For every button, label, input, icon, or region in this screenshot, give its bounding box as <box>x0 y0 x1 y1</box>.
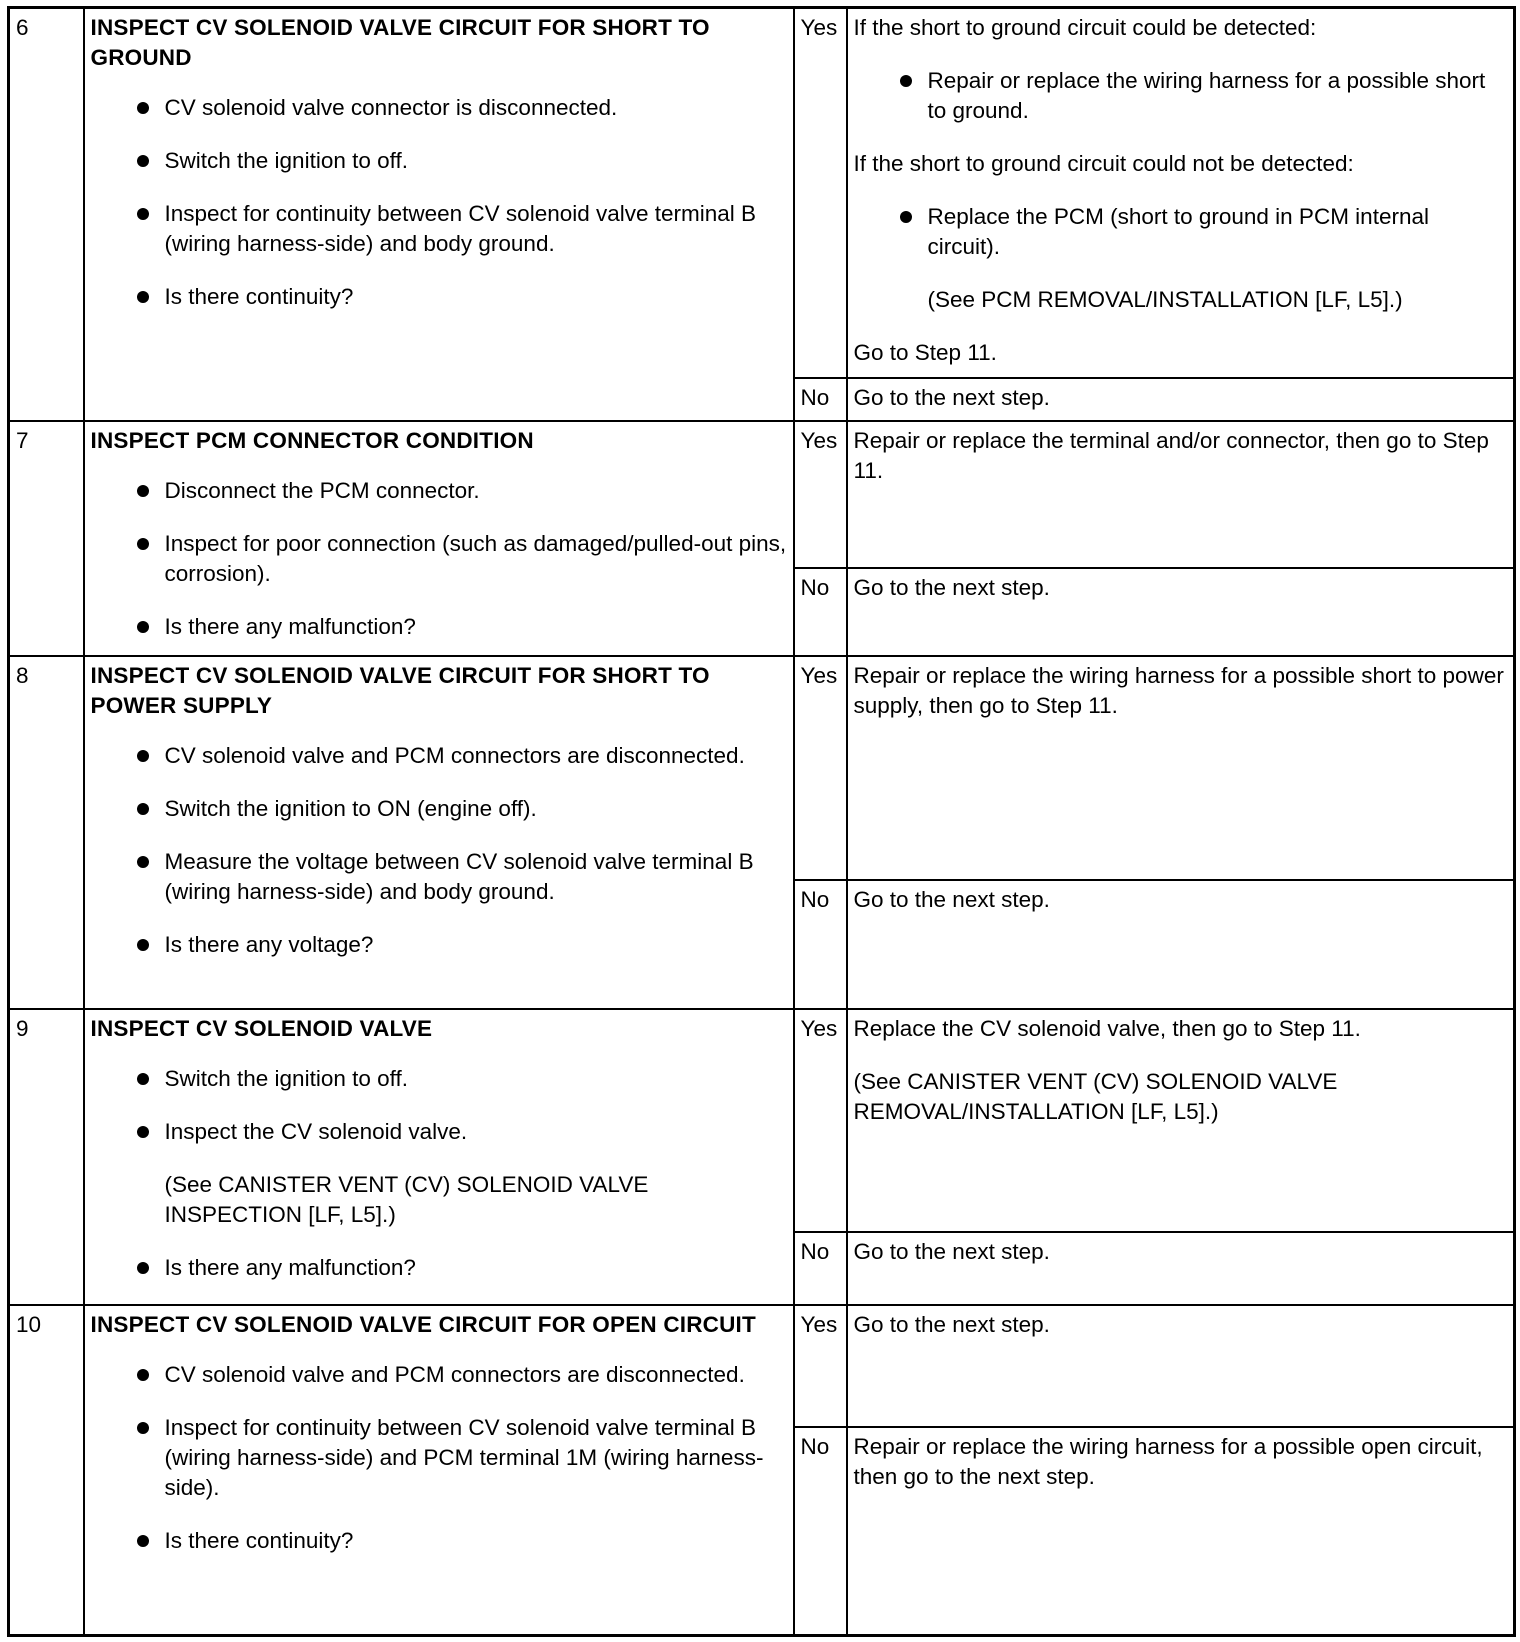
no-action: Go to the next step. <box>847 880 1515 1009</box>
step-bullet: Inspect for continuity between CV solenoid valve terminal B (wiring harness-side) and body ground. <box>91 199 787 259</box>
no-action: Go to the next step. <box>847 568 1515 656</box>
step-8-yes-row <box>9 656 1515 881</box>
yes-action: Repair or replace the wiring harness for a possible short to power supply, then go to Step 11. <box>847 656 1515 881</box>
yes-label: Yes <box>794 1009 847 1232</box>
step-bullet: Switch the ignition to off. <box>91 146 787 176</box>
step-bullet: Inspect for continuity between CV solenoid valve terminal B (wiring harness-side) and PCM terminal 1M (wiring harness-side). <box>91 1413 787 1503</box>
step-bullet: CV solenoid valve connector is disconnected. <box>91 93 787 123</box>
step-title: INSPECT CV SOLENOID VALVE <box>90 1016 433 1042</box>
yes-condition-detected: If the short to ground circuit could be detected: <box>853 15 1317 40</box>
yes-bullet: Repair or replace the wiring harness for a possible short to ground. <box>854 66 1508 126</box>
step-bullet: Inspect the CV solenoid valve. <box>91 1117 787 1147</box>
step-bullet: Switch the ignition to off. <box>91 1064 787 1094</box>
yes-label: Yes <box>794 8 847 379</box>
yes-bullet: Replace the PCM (short to ground in PCM internal circuit). <box>854 202 1508 262</box>
step-reference: (See CANISTER VENT (CV) SOLENOID VALVE INSPECTION [LF, L5].) <box>164 1172 649 1228</box>
step-bullet: Measure the voltage between CV solenoid valve terminal B (wiring harness-side) and body ground. <box>91 847 787 907</box>
yes-goto: Go to Step 11. <box>853 340 997 365</box>
step-procedure <box>84 1009 794 1304</box>
step-bullet: Switch the ignition to ON (engine off). <box>91 794 787 824</box>
step-bullet: Disconnect the PCM connector. <box>91 476 787 506</box>
step-6-yes-row <box>9 8 1515 379</box>
step-procedure <box>84 8 794 421</box>
yes-action: Go to the next step. <box>847 1305 1515 1427</box>
yes-action <box>847 1009 1515 1232</box>
diagnostic-procedure-table <box>7 6 1516 1637</box>
step-10-yes-row <box>9 1305 1515 1427</box>
yes-label: Yes <box>794 1305 847 1427</box>
step-bullet-list <box>91 1360 787 1556</box>
no-label: No <box>794 1427 847 1636</box>
step-bullet: CV solenoid valve and PCM connectors are disconnected. <box>91 1360 787 1390</box>
step-bullet: Is there continuity? <box>91 1526 787 1556</box>
yes-reference: (See CANISTER VENT (CV) SOLENOID VALVE REMOVAL/INSTALLATION [LF, L5].) <box>853 1069 1338 1125</box>
step-bullet: CV solenoid valve and PCM connectors are disconnected. <box>91 741 787 771</box>
no-label: No <box>794 568 847 656</box>
no-label: No <box>794 1232 847 1305</box>
step-number: 8 <box>9 656 84 1010</box>
step-bullet: Is there any voltage? <box>91 930 787 960</box>
yes-bullet-list <box>854 66 1508 126</box>
yes-action: Repair or replace the terminal and/or connector, then go to Step 11. <box>847 421 1515 568</box>
no-action: Go to the next step. <box>847 378 1515 420</box>
yes-label: Yes <box>794 421 847 568</box>
step-title: INSPECT CV SOLENOID VALVE CIRCUIT FOR OPEN CIRCUIT <box>90 1311 756 1337</box>
step-number: 10 <box>9 1305 84 1636</box>
step-procedure <box>84 421 794 656</box>
step-procedure <box>84 656 794 1010</box>
yes-label: Yes <box>794 656 847 881</box>
no-action: Go to the next step. <box>847 1232 1515 1305</box>
no-action: Repair or replace the wiring harness for a possible open circuit, then go to the next step. <box>847 1427 1515 1636</box>
step-bullet: Is there continuity? <box>91 282 787 312</box>
step-title: INSPECT CV SOLENOID VALVE CIRCUIT FOR SHORT TO GROUND <box>90 15 710 70</box>
step-title: INSPECT PCM CONNECTOR CONDITION <box>90 427 534 453</box>
step-bullet: Is there any malfunction? <box>91 1253 787 1283</box>
step-bullet-list <box>91 93 787 312</box>
step-title: INSPECT CV SOLENOID VALVE CIRCUIT FOR SHORT TO POWER SUPPLY <box>90 662 710 718</box>
step-7-yes-row <box>9 421 1515 568</box>
yes-reference: (See PCM REMOVAL/INSTALLATION [LF, L5].) <box>927 287 1403 312</box>
step-procedure <box>84 1305 794 1636</box>
step-number: 9 <box>9 1009 84 1304</box>
step-bullet: Inspect for poor connection (such as damaged/pulled-out pins, corrosion). <box>91 529 787 589</box>
yes-text: Replace the CV solenoid valve, then go to Step 11. <box>853 1016 1361 1042</box>
step-bullet-list <box>91 741 787 960</box>
yes-action <box>847 8 1515 379</box>
no-label: No <box>794 880 847 1009</box>
yes-bullet-list <box>854 202 1508 262</box>
step-9-yes-row <box>9 1009 1515 1232</box>
step-number: 6 <box>9 8 84 421</box>
step-bullet: Is there any malfunction? <box>91 612 787 642</box>
step-bullet-list <box>91 476 787 642</box>
no-label: No <box>794 378 847 420</box>
yes-condition-not-detected: If the short to ground circuit could not be detected: <box>853 151 1354 176</box>
step-bullet-list <box>91 1064 787 1147</box>
step-bullet-list <box>91 1253 787 1283</box>
step-number: 7 <box>9 421 84 656</box>
